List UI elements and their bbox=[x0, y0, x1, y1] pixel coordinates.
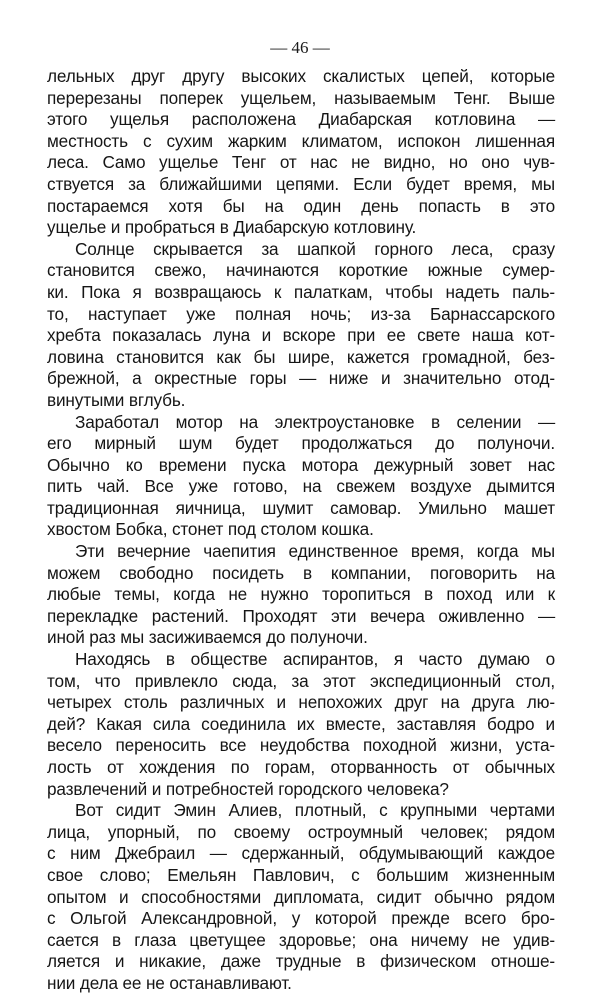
text-line: любые темы, когда не нужно торопиться в поход или к bbox=[47, 584, 555, 605]
paragraph-4 bbox=[47, 541, 555, 649]
text-line: весело переносить все неудобства походной жизни, уста- bbox=[47, 735, 555, 756]
text-line: свое слово; Емельян Павлович, с большим жизненным bbox=[47, 864, 555, 885]
text-line: четырех столь различных и непохожих друг на друга лю- bbox=[47, 692, 555, 713]
text-line: Вот сидит Эмин Алиев, плотный, с крупными чертами bbox=[75, 800, 555, 821]
text-line: развлечений и потребностей городского человека? bbox=[47, 778, 449, 799]
text-line: лица, упорный, по своему остроумный человек; рядом bbox=[47, 821, 555, 842]
text-line: перекладке растений. Проходят эти вечера оживленно — bbox=[47, 605, 555, 626]
text-line: нии дела ее не останавливают. bbox=[47, 972, 292, 993]
text-line: лость от хождения по горам, оторванность от обычных bbox=[47, 757, 555, 777]
text-line: то, наступает уже полная ночь; из-за Барнассарского bbox=[47, 303, 555, 324]
text-line: перерезаны поперек ущельем, называемым Тенг. Выше bbox=[47, 87, 555, 108]
text-line: с Ольгой Александровной, у которой прежде всего бро- bbox=[47, 908, 555, 929]
text-line: Обычно ко времени пуска мотора дежурный зовет нас bbox=[47, 454, 555, 475]
text-line: ловина становится как бы шире, кажется громадной, без- bbox=[47, 346, 555, 367]
text-line: сается в глаза цветущее здоровье; она ничему не удив- bbox=[47, 929, 555, 950]
text-line: хребта показалась луна и вскоре при ее свете наша кот- bbox=[47, 325, 555, 346]
text-line: с ним Джебраил — сдержанный, обдумывающий каждое bbox=[47, 843, 555, 864]
paragraph-3 bbox=[47, 412, 555, 542]
text-line: дей? Какая сила соединила их вместе, заставляя бодро и bbox=[47, 713, 555, 734]
text-line: иной раз мы засиживаемся до полуночи. bbox=[47, 627, 368, 648]
text-line: брежной, а окрестные горы — ниже и значительно отод- bbox=[47, 368, 555, 389]
text-line: его мирный шум будет продолжаться до полуночи. bbox=[47, 433, 555, 454]
text-line: Заработал мотор на электроустановке в селении — bbox=[75, 411, 555, 432]
text-line: пить чай. Все уже готово, на свежем воздухе дымится bbox=[47, 476, 555, 497]
text-line: становится свежо, начинаются короткие южные сумер- bbox=[47, 260, 555, 281]
text-line: ляется и никакие, даже трудные в физическом отноше- bbox=[47, 951, 555, 972]
paragraph-5 bbox=[47, 649, 555, 800]
text-line: ствуется за ближайшими цепями. Если будет время, мы bbox=[47, 173, 555, 194]
text-line: Находясь в обществе аспирантов, я часто думаю о bbox=[75, 649, 555, 670]
text-line: традиционная яичница, шумит самовар. Умильно машет bbox=[47, 497, 555, 518]
text-line: опытом и способностями дипломата, сидит обычно рядом bbox=[47, 886, 555, 907]
text-line: ущелье и пробраться в Диабарскую котловину. bbox=[47, 217, 417, 238]
text-line: том, что привлекло сюда, за этот экспедиционный стол, bbox=[47, 670, 555, 691]
document-body bbox=[47, 66, 555, 995]
text-line: хвостом Бобка, стонет под столом кошка. bbox=[47, 519, 374, 540]
page-number: — 46 — bbox=[270, 38, 330, 57]
text-line: местность с сухим жарким климатом, испокон лишенная bbox=[47, 130, 555, 151]
paragraph-6 bbox=[47, 800, 555, 994]
text-line: лельных друг другу высоких скалистых цепей, которые bbox=[47, 66, 555, 86]
text-line: винутыми вглубь. bbox=[47, 389, 186, 410]
text-line: Солнце скрывается за шапкой горного леса, сразу bbox=[75, 238, 555, 259]
text-line: этого ущелья расположена Диабарская котловина — bbox=[47, 109, 555, 130]
text-line: ки. Пока я возвращаюсь к палаткам, чтобы надеть паль- bbox=[47, 281, 555, 302]
paragraph-2 bbox=[47, 239, 555, 412]
paragraph-1 bbox=[47, 66, 555, 239]
text-line: Эти вечерние чаепития единственное время, когда мы bbox=[75, 541, 555, 562]
text-line: постараемся хотя бы на один день попасть в это bbox=[47, 195, 555, 216]
text-line: можем свободно посидеть в компании, поговорить на bbox=[47, 562, 555, 583]
text-line: леса. Само ущелье Тенг от нас не видно, но оно чув- bbox=[47, 152, 555, 173]
